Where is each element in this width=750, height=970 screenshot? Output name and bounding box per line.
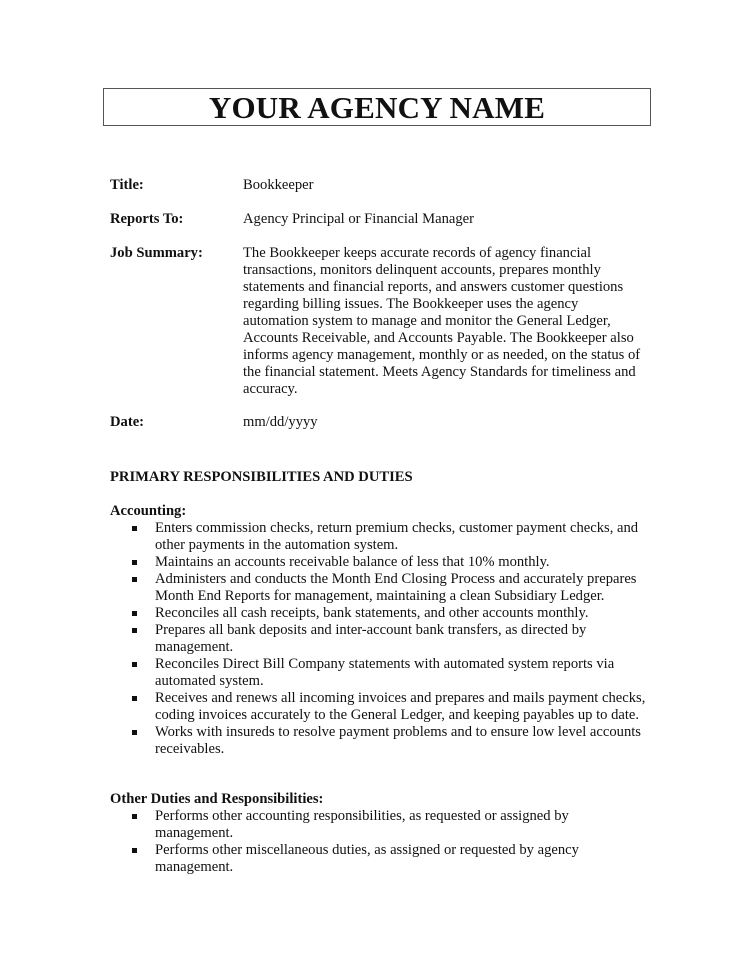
bullet-icon bbox=[132, 628, 137, 633]
bullet-icon bbox=[132, 814, 137, 819]
list-item bbox=[110, 571, 650, 605]
bullet-icon bbox=[132, 848, 137, 853]
list-item-text: Maintains an accounts receivable balance of less that 10% monthly. bbox=[155, 554, 550, 570]
bullet-icon bbox=[132, 526, 137, 531]
bullet-icon bbox=[132, 577, 137, 582]
primary-heading: PRIMARY RESPONSIBILITIES AND DUTIES bbox=[110, 469, 413, 485]
list-item bbox=[110, 605, 650, 622]
field-value: Bookkeeper bbox=[243, 177, 314, 193]
other-list bbox=[110, 808, 650, 876]
list-item bbox=[110, 554, 650, 571]
bullet-icon bbox=[132, 696, 137, 701]
other-heading: Other Duties and Responsibilities: bbox=[110, 791, 324, 807]
agency-name: YOUR AGENCY NAME bbox=[208, 90, 546, 125]
field-label: Job Summary: bbox=[110, 245, 203, 261]
list-item bbox=[110, 842, 650, 876]
list-item-text: Prepares all bank deposits and inter-account bank transfers, as directed by management. bbox=[155, 622, 587, 655]
list-item bbox=[110, 690, 650, 724]
list-item bbox=[110, 724, 650, 758]
bullet-icon bbox=[132, 611, 137, 616]
list-item-text: Reconciles all cash receipts, bank statements, and other accounts monthly. bbox=[155, 605, 589, 621]
list-item bbox=[110, 656, 650, 690]
list-item-text: Enters commission checks, return premium checks, customer payment checks, and other payments in the automation system. bbox=[155, 520, 639, 553]
field-value: mm/dd/yyyy bbox=[243, 414, 318, 430]
bullet-icon bbox=[132, 662, 137, 667]
field-value: Agency Principal or Financial Manager bbox=[243, 211, 474, 227]
accounting-list bbox=[110, 520, 650, 758]
list-item bbox=[110, 622, 650, 656]
list-item-text: Performs other accounting responsibilities, as requested or assigned by management. bbox=[155, 808, 569, 841]
list-item-text: Performs other miscellaneous duties, as assigned or requested by agency management. bbox=[155, 842, 579, 875]
field-label: Title: bbox=[110, 177, 144, 193]
list-item bbox=[110, 520, 650, 554]
list-item-text: Receives and renews all incoming invoices and prepares and mails payment checks, coding invoices accurately to the General Ledger, and keeping payables up to date. bbox=[155, 690, 646, 723]
field-value: The Bookkeeper keeps accurate records of agency financial transactions, monitors delinquent accounts, prepares monthly statements and financial reports, and answers customer questions regarding billing issues. The Bookkeeper uses the agency automation system to manage and monitor the General Ledger, Accounts Receivable, and Accounts Payable. The Bookkeeper also informs agency management, monthly or as needed, on the status of the financial statement. Meets Agency Standards for timeliness and accuracy. bbox=[243, 245, 641, 397]
list-item-text: Reconciles Direct Bill Company statements with automated system reports via automated system. bbox=[155, 656, 615, 689]
list-item-text: Works with insureds to resolve payment problems and to ensure low level accounts receivables. bbox=[155, 724, 641, 757]
list-item-text: Administers and conducts the Month End Closing Process and accurately prepares Month End Reports for management, maintaining a clean Subsidiary Ledger. bbox=[155, 571, 637, 604]
bullet-icon bbox=[132, 730, 137, 735]
agency-name-box bbox=[103, 88, 651, 126]
list-item bbox=[110, 808, 650, 842]
field-label: Date: bbox=[110, 414, 145, 430]
accounting-heading: Accounting: bbox=[110, 503, 187, 519]
field-label: Reports To: bbox=[110, 211, 184, 227]
bullet-icon bbox=[132, 560, 137, 565]
